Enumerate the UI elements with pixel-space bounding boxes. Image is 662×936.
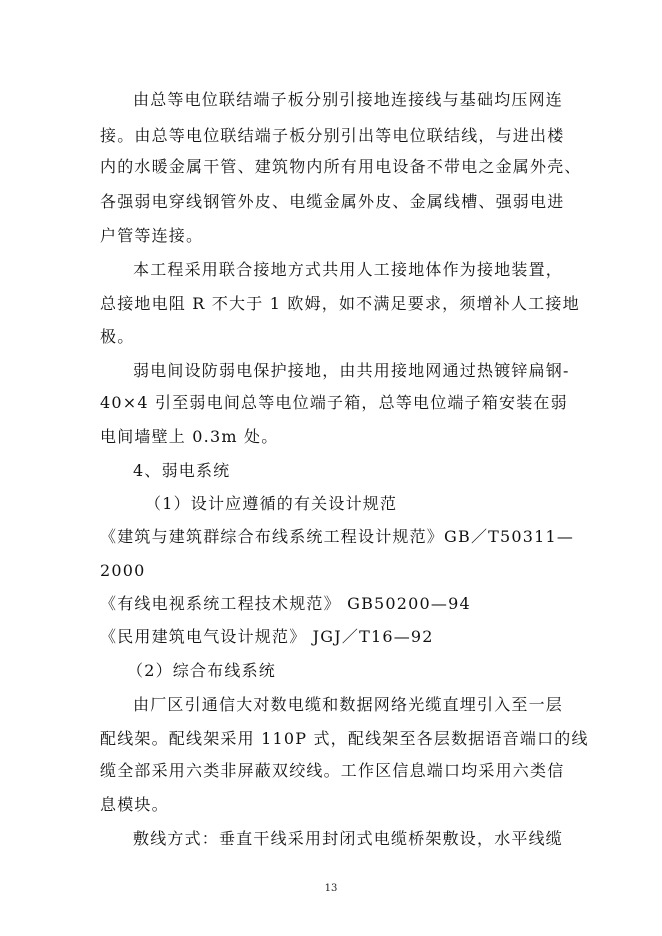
text-line: 《建筑与建筑群综合布线系统工程设计规范》GB／T50311— xyxy=(100,527,575,546)
text-line: 户管等连接。 xyxy=(100,226,204,245)
text-line: 《有线电视系统工程技术规范》 GB50200—94 xyxy=(100,594,471,613)
text-line: 电间墙壁上 0.3m 处。 xyxy=(100,427,279,446)
text-line: 内的水暖金属干管、建筑物内所有用电设备不带电之金属外壳、 xyxy=(100,157,582,176)
subsection-heading: （2）综合布线系统 xyxy=(127,661,276,680)
text-line: 息模块。 xyxy=(100,795,169,814)
text-line: 40×4 引至弱电间总等电位端子箱，总等电位端子箱安装在弱 xyxy=(100,393,568,412)
text-line: 缆全部采用六类非屏蔽双绞线。工作区信息端口均采用六类信 xyxy=(100,761,565,780)
text-line: 配线架。配线架采用 110P 式，配线架至各层数据语音端口的线 xyxy=(100,729,589,748)
page-number: 13 xyxy=(324,883,338,894)
text-line: 《民用建筑电气设计规范》 JGJ／T16—92 xyxy=(100,627,434,646)
text-line: 本工程采用联合接地方式共用人工接地体作为接地装置， xyxy=(133,260,564,279)
text-line: 弱电间设防弱电保护接地，由共用接地网通过热镀锌扁钢- xyxy=(133,361,570,380)
text-line: 由总等电位联结端子板分别引接地连接线与基础均压网连 xyxy=(133,90,564,109)
section-heading: 4、弱电系统 xyxy=(133,461,231,480)
text-line: 各强弱电穿线钢管外皮、电缆金属外皮、金属线槽、强弱电进 xyxy=(100,192,565,211)
subsection-heading: （1）设计应遵循的有关设计规范 xyxy=(145,494,398,513)
text-line: 由厂区引通信大对数电缆和数据网络光缆直埋引入至一层 xyxy=(133,695,564,714)
text-line: 极。 xyxy=(100,327,135,346)
text-line: 总接地电阻 R 不大于 1 欧姆，如不满足要求，须增补人工接地 xyxy=(100,294,580,313)
text-line: 敷线方式：垂直干线采用封闭式电缆桥架敷设，水平线缆 xyxy=(133,829,564,848)
text-line: 接。由总等电位联结端子板分别引出等电位联结线，与进出楼 xyxy=(100,126,565,145)
text-line: 2000 xyxy=(100,561,146,580)
